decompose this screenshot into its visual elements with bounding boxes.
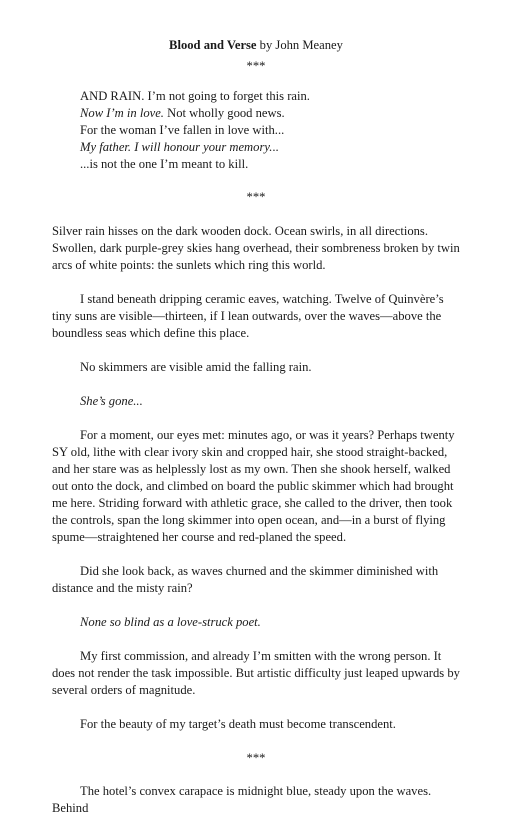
paragraph: Silver rain hisses on the dark wooden dock. Ocean swirls, in all directions. Swollen, dark purple-grey skies hang overhead, their sombreness broken by twin arcs of white points: the sunlets which ring this world. <box>52 224 460 272</box>
section-separator: *** <box>246 751 266 765</box>
poem-line-text: ...is not the one I’m meant to kill. <box>80 157 249 171</box>
section-separator: *** <box>246 59 266 73</box>
paragraph: For a moment, our eyes met: minutes ago, or was it years? Perhaps twenty SY old, lithe with clear ivory skin and cropped hair, she stood straight-backed, and her stare was as helplessly lost as my own. Then she shook herself, walked out onto the dock, and climbed on board the public skimmer which had brought me here. Striding forward with athletic grace, she called to the driver, then took the controls, span the long skimmer into open ocean, and—in a burst of flying spume—straightened her course and red-planed the speed. <box>52 428 455 544</box>
paragraph: No skimmers are visible amid the falling rain. <box>80 360 312 374</box>
poem-line <box>80 88 460 105</box>
paragraph: For the beauty of my target’s death must become transcendent. <box>80 717 396 731</box>
poem-line-suffix: Not wholly good news. <box>163 106 285 120</box>
title-bold: Blood and Verse <box>169 38 257 52</box>
paragraph: Did she look back, as waves churned and the skimmer diminished with distance and the misty rain? <box>52 564 439 595</box>
poem-line-text: AND RAIN. I’m not going to forget this rain. <box>80 89 310 103</box>
paragraph: The hotel’s convex carapace is midnight blue, steady upon the waves. Behind <box>52 784 432 815</box>
paragraph: My first commission, and already I’m smitten with the wrong person. It does not render the task impossible. But artistic difficulty just leaped upwards by several orders of magnitude. <box>52 649 460 697</box>
title-byline: by John Meaney <box>256 38 343 52</box>
story-title <box>52 37 460 54</box>
poem-line <box>80 139 460 156</box>
paragraph: She’s gone... <box>80 394 143 408</box>
paragraph: None so blind as a love-struck poet. <box>80 615 261 629</box>
poem-line-suffix: .. <box>272 140 279 154</box>
paragraph: I stand beneath dripping ceramic eaves, watching. Twelve of Quinvère’s tiny suns are visible—thirteen, if I lean outwards, over the waves—above the boundless seas which define this place. <box>52 292 444 340</box>
poem-block <box>80 88 460 173</box>
section-separator: *** <box>246 190 266 204</box>
poem-line-text: Now I’m in love. <box>80 106 164 120</box>
poem-line <box>80 156 460 173</box>
poem-line <box>80 105 460 122</box>
poem-line-text: My father. I will honour your memory. <box>80 140 273 154</box>
poem-line <box>80 122 460 139</box>
poem-line-text: For the woman I’ve fallen in love with... <box>80 123 285 137</box>
